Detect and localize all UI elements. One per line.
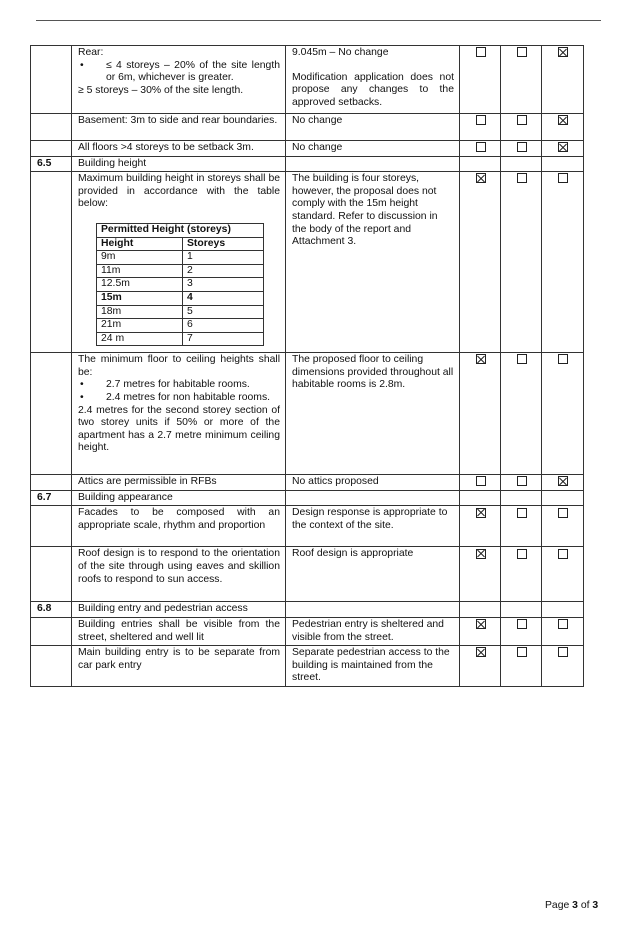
- inner-table-title: Permitted Height (storeys): [97, 223, 264, 237]
- requirement-bullet: ≤ 4 storeys – 20% of the site length or 6m, whichever is greater.: [106, 59, 280, 84]
- requirement-bullet: 2.4 metres for non habitable rooms.: [106, 391, 271, 403]
- section-row: [31, 156, 584, 172]
- checkbox[interactable]: [517, 476, 527, 486]
- checkbox[interactable]: [558, 619, 568, 629]
- header-rule: [36, 20, 601, 21]
- checkbox[interactable]: [517, 173, 527, 183]
- table-row: [31, 547, 584, 602]
- checkbox[interactable]: [517, 508, 527, 518]
- height-value: 18m: [97, 305, 183, 319]
- proposal-cell: Roof design is appropriate: [286, 547, 460, 602]
- checkbox-checked[interactable]: [558, 476, 568, 486]
- table-row: [31, 646, 584, 687]
- requirement-cell: Building entries shall be visible from the street, sheltered and well lit: [72, 617, 286, 645]
- table-row: [31, 114, 584, 141]
- requirement-text: 2.4 metres for the second storey section of two storey units if 50% or more of the apartment has a 2.7 metre minimum ceiling height.: [78, 404, 280, 454]
- requirement-text: The minimum floor to ceiling heights shall be:: [78, 354, 280, 378]
- requirement-cell: [72, 46, 286, 114]
- checkbox[interactable]: [476, 47, 486, 57]
- storeys-value: 3: [183, 278, 264, 292]
- section-row: [31, 602, 584, 618]
- of-word: of: [580, 900, 590, 911]
- storeys-value: 7: [183, 332, 264, 346]
- table-row: [31, 172, 584, 353]
- checkbox[interactable]: [517, 142, 527, 152]
- storeys-value: 1: [183, 251, 264, 265]
- proposal-cell: [286, 46, 460, 114]
- checkbox-checked[interactable]: [558, 47, 568, 57]
- table-row: [31, 475, 584, 491]
- proposal-cell: No change: [286, 114, 460, 141]
- proposal-cell: No change: [286, 141, 460, 157]
- checkbox-checked[interactable]: [558, 115, 568, 125]
- section-number: 6.5: [31, 156, 72, 172]
- checkbox[interactable]: [517, 354, 527, 364]
- checkbox-checked[interactable]: [476, 354, 486, 364]
- requirement-bullet: 2.7 metres for habitable rooms.: [106, 379, 250, 391]
- height-value: 11m: [97, 264, 183, 278]
- height-value: 9m: [97, 251, 183, 265]
- storeys-value: 6: [183, 319, 264, 333]
- table-row: [31, 353, 584, 475]
- checkbox[interactable]: [476, 476, 486, 486]
- section-number: 6.7: [31, 490, 72, 506]
- page-number: 3: [572, 900, 578, 911]
- requirement-cell: Basement: 3m to side and rear boundaries.: [72, 114, 286, 141]
- checkbox-checked[interactable]: [476, 508, 486, 518]
- section-title: Building entry and pedestrian access: [72, 602, 286, 618]
- checkbox[interactable]: [476, 142, 486, 152]
- page-total: 3: [592, 900, 599, 911]
- checkbox[interactable]: [517, 619, 527, 629]
- proposal-cell: No attics proposed: [286, 475, 460, 491]
- compliance-table: [30, 45, 584, 687]
- checkbox[interactable]: [517, 47, 527, 57]
- checkbox[interactable]: [558, 647, 568, 657]
- clause-cell: [31, 46, 72, 114]
- checkbox-checked[interactable]: [476, 647, 486, 657]
- proposal-line: Modification application does not propose any changes to the approved setbacks.: [292, 71, 454, 108]
- storeys-value: 4: [183, 291, 264, 305]
- requirement-text: Maximum building height in storeys shall be provided in accordance with the table below:: [78, 173, 280, 210]
- check-cell: [501, 46, 542, 114]
- proposal-cell: Separate pedestrian access to the building is maintained from the street.: [286, 646, 460, 687]
- height-value: 24 m: [97, 332, 183, 346]
- permitted-height-table: [96, 223, 264, 346]
- checkbox-checked[interactable]: [476, 549, 486, 559]
- checkbox[interactable]: [558, 354, 568, 364]
- storeys-value: 5: [183, 305, 264, 319]
- bullet-dot: •: [80, 59, 84, 71]
- proposal-cell: Design response is appropriate to the context of the site.: [286, 506, 460, 547]
- checkbox-checked[interactable]: [558, 142, 568, 152]
- bullet-dot: •: [80, 391, 84, 403]
- requirement-cell: Roof design is to respond to the orientation of the site through using eaves and skillion roofs to respond to sun access.: [72, 547, 286, 602]
- proposal-line: 9.045m – No change: [292, 47, 389, 58]
- requirement-line: ≥ 5 storeys – 30% of the site length.: [78, 84, 244, 96]
- requirement-cell: All floors >4 storeys to be setback 3m.: [72, 141, 286, 157]
- check-cell: [460, 46, 501, 114]
- inner-col-header: Storeys: [183, 237, 264, 251]
- proposal-cell: Pedestrian entry is sheltered and visible from the street.: [286, 617, 460, 645]
- table-row: [31, 46, 584, 114]
- checkbox[interactable]: [558, 549, 568, 559]
- checkbox[interactable]: [558, 508, 568, 518]
- bullet-item: [78, 60, 280, 85]
- checkbox[interactable]: [517, 115, 527, 125]
- checkbox[interactable]: [517, 647, 527, 657]
- height-value: 21m: [97, 319, 183, 333]
- storeys-value: 2: [183, 264, 264, 278]
- table-row: [31, 617, 584, 645]
- requirement-cell: Main building entry is to be separate from car park entry: [72, 646, 286, 687]
- section-row: [31, 490, 584, 506]
- page-footer: [545, 900, 598, 913]
- inner-col-header: Height: [97, 237, 183, 251]
- proposal-cell: The building is four storeys, however, the proposal does not comply with the 15m height standard. Refer to discussion in the body of the report and Attachment 3.: [286, 172, 460, 353]
- section-number: 6.8: [31, 602, 72, 618]
- checkbox[interactable]: [558, 173, 568, 183]
- section-title: Building appearance: [72, 490, 286, 506]
- checkbox-checked[interactable]: [476, 619, 486, 629]
- checkbox[interactable]: [517, 549, 527, 559]
- checkbox[interactable]: [476, 115, 486, 125]
- requirement-cell: Attics are permissible in RFBs: [72, 475, 286, 491]
- proposal-cell: The proposed floor to ceiling dimensions provided throughout all habitable rooms is 2.8m.: [286, 353, 460, 475]
- check-cell: [542, 46, 584, 114]
- requirement-cell: Facades to be composed with an appropriate scale, rhythm and proportion: [72, 506, 286, 547]
- table-row: [31, 141, 584, 157]
- table-row: [31, 506, 584, 547]
- requirement-cell: [72, 172, 286, 353]
- requirement-title: Rear:: [78, 47, 104, 58]
- height-value: 15m: [97, 291, 183, 305]
- section-title: Building height: [72, 156, 286, 172]
- page-word: Page: [545, 900, 570, 911]
- height-value: 12.5m: [97, 278, 183, 292]
- bullet-dot: •: [80, 379, 84, 391]
- checkbox-checked[interactable]: [476, 173, 486, 183]
- requirement-cell: [72, 353, 286, 475]
